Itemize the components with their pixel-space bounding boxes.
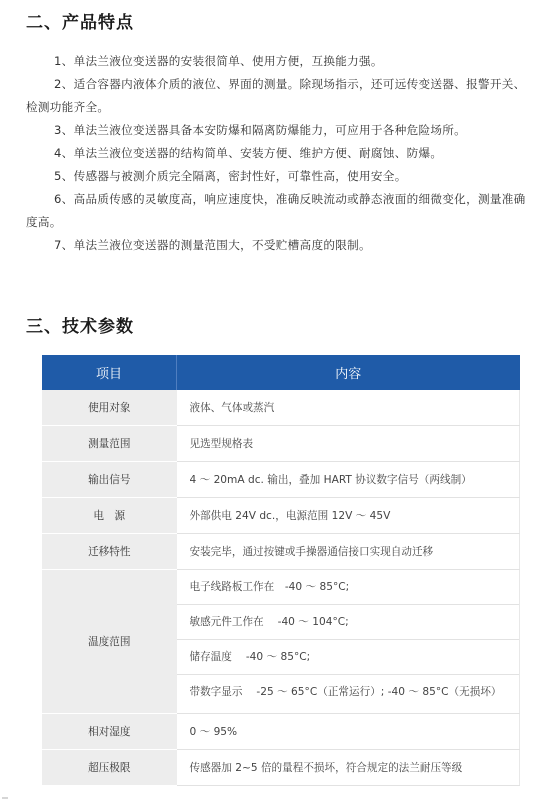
row-label: 输出信号 <box>42 462 177 498</box>
feature-item-5: 5、传感器与被测介质完全隔离，密封性好，可靠性高，使用安全。 <box>54 169 407 183</box>
temp-line: 储存温度 -40 ～ 85°C; <box>177 640 520 675</box>
table-row <box>42 534 520 570</box>
table-row <box>42 426 520 462</box>
row-label: 相对湿度 <box>42 714 177 750</box>
row-value: 外部供电 24V dc.，电源范围 12V ～ 45V <box>177 498 520 534</box>
row-label: 温度范围 <box>42 570 177 714</box>
row-label: 使用对象 <box>42 390 177 426</box>
section-title-features: 二、产品特点 <box>26 13 134 33</box>
temp-line: 敏感元件工作在 -40 ～ 104°C; <box>177 605 520 640</box>
row-value: 4 ～ 20mA dc. 输出，叠加 HART 协议数字信号（两线制） <box>177 462 520 498</box>
temp-line: 电子线路板工作在 -40 ～ 85°C; <box>177 570 520 605</box>
table-row <box>42 714 520 750</box>
row-value: 液体、气体或蒸汽 <box>177 390 520 426</box>
section-title-tech-params: 三、技术参数 <box>26 317 134 337</box>
header-item: 项目 <box>42 355 177 390</box>
table-row <box>42 390 520 426</box>
temperature-values <box>177 570 520 714</box>
feature-item-2: 2、适合容器内液体介质的液位、界面的测量。除现场指示，还可远传变送器、报警开关、检测功能齐全。 <box>26 77 526 114</box>
tech-params-table <box>42 355 520 786</box>
row-value: 传感器加 2~5 倍的量程不损坏，符合规定的法兰耐压等级 <box>177 750 520 786</box>
temp-line: 带数字显示 -25 ～ 65°C（正常运行）; -40 ～ 85°C（无损坏） <box>189 686 502 698</box>
feature-list <box>26 50 536 257</box>
table-row <box>42 498 520 534</box>
feature-item-7: 7、单法兰液位变送器的测量范围大，不受贮槽高度的限制。 <box>54 238 371 252</box>
table-header-row <box>42 355 520 390</box>
row-value: 0 ～ 95% <box>177 714 520 750</box>
row-label: 超压极限 <box>42 750 177 786</box>
page-edge-mark <box>2 797 8 799</box>
feature-item-3: 3、单法兰液位变送器具备本安防爆和隔离防爆能力，可应用于各种危险场所。 <box>54 123 467 137</box>
row-label: 测量范围 <box>42 426 177 462</box>
row-label: 电 源 <box>42 498 177 534</box>
feature-item-4: 4、单法兰液位变送器的结构简单、安装方便、维护方便、耐腐蚀、防爆。 <box>54 146 443 160</box>
header-content: 内容 <box>177 355 520 390</box>
row-value: 见选型规格表 <box>177 426 520 462</box>
feature-item-6: 6、高品质传感的灵敏度高，响应速度快，准确反映流动或静态液面的细微变化，测量准确度高。 <box>26 192 526 229</box>
row-label: 迁移特性 <box>42 534 177 570</box>
table-row <box>42 750 520 786</box>
feature-item-1: 1、单法兰液位变送器的安装很简单、使用方便，互换能力强。 <box>54 54 383 68</box>
table-row <box>42 462 520 498</box>
table-row-temperature <box>42 570 520 714</box>
row-value: 安装完毕，通过按键或手操器通信接口实现自动迁移 <box>177 534 520 570</box>
